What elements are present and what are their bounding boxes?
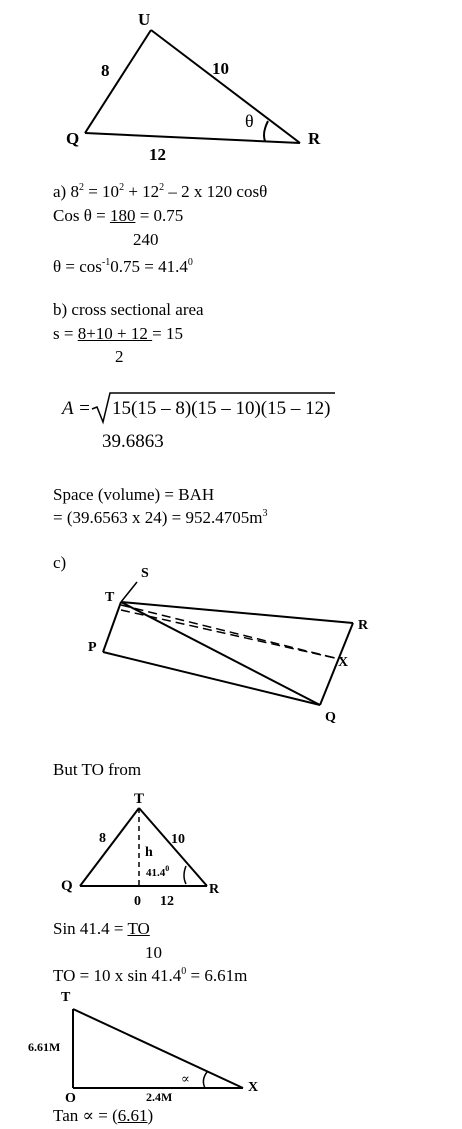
vertex-r: R: [308, 129, 321, 148]
cos-theta-line: Cos θ = 180 = 0.75: [53, 206, 184, 225]
prism-vertex-x: X: [338, 655, 349, 670]
triangle-tox: [73, 1009, 243, 1088]
but-to-from: But TO from: [53, 760, 142, 779]
alpha-arc: [203, 1072, 207, 1088]
area-value: 39.6863: [102, 431, 164, 452]
tri3-base-label: 2.4M: [146, 1090, 173, 1104]
vertex-u: U: [138, 10, 151, 29]
tri2-height-label: h: [145, 845, 153, 860]
tri2-vertex-q: Q: [61, 878, 73, 894]
tri3-vertex-t: T: [61, 990, 71, 1005]
tri2-foot-o: 0: [134, 894, 141, 909]
volume-line-2: = (39.6563 x $24) = 952.4705m^3$: [53, 508, 268, 527]
theta-label: θ: [245, 111, 254, 131]
tri2-angle-label: 41.4$^0$: [146, 864, 170, 879]
tri2-base: 12: [160, 894, 174, 909]
side-qr-label: 12: [149, 145, 166, 164]
cosine-rule-line: a) $8^2 = 10^2 + 12^2 - 2$ x 120 cosθ: [53, 182, 268, 201]
triangle-qur: [85, 30, 300, 143]
prism-vertex-s: S: [141, 566, 149, 581]
cos-denominator: 240: [133, 230, 159, 249]
tri2-side-right: 10: [171, 832, 185, 847]
prism-figure: [103, 582, 353, 705]
sine-denominator: 10: [145, 943, 162, 962]
vertex-q: Q: [66, 129, 80, 148]
tri2-vertex-r: R: [209, 882, 220, 897]
s-denominator: 2: [115, 347, 124, 366]
side-ur-label: 10: [212, 59, 229, 78]
tri3-vertex-o: O: [65, 1091, 76, 1106]
tri2-vertex-t: T: [134, 791, 145, 807]
prism-vertex-r: R: [358, 618, 369, 633]
tri3-height-label: 6.61M: [28, 1040, 61, 1054]
area-radicand: 15(15 – 8)(15 – 10)(15 – 12): [112, 398, 331, 419]
area-label: A =: [62, 398, 91, 419]
theta-arc: [264, 121, 268, 141]
prism-vertex-t: T: [105, 590, 115, 605]
to-result-line: TO = 10 x $\sin 41.4^0 = 6.61m$: [53, 966, 248, 985]
s-line: s = 8+10 + 12 = 15: [53, 324, 183, 343]
prism-vertex-p: P: [88, 640, 97, 655]
tri2-side-left: 8: [99, 831, 106, 846]
sine-line: Sin 41.4 = TO: [53, 919, 150, 938]
tan-line: Tan ∝ = (6.61): [53, 1106, 154, 1125]
part-c-label: c): [53, 553, 67, 572]
theta-result-line: $\theta = \cos^{-1}0.75 = 41.4^0$: [53, 257, 193, 276]
volume-line-1: Space (volume) = BAH: [53, 485, 215, 504]
triangle-tqr: [80, 808, 207, 886]
tri3-alpha-label: ∝: [181, 1071, 190, 1086]
prism-vertex-q: Q: [325, 710, 336, 725]
part-b-title: b) cross sectional area: [53, 300, 204, 319]
angle-arc: [184, 866, 186, 884]
side-qu-label: 8: [101, 61, 110, 80]
tri3-vertex-x: X: [248, 1080, 259, 1095]
